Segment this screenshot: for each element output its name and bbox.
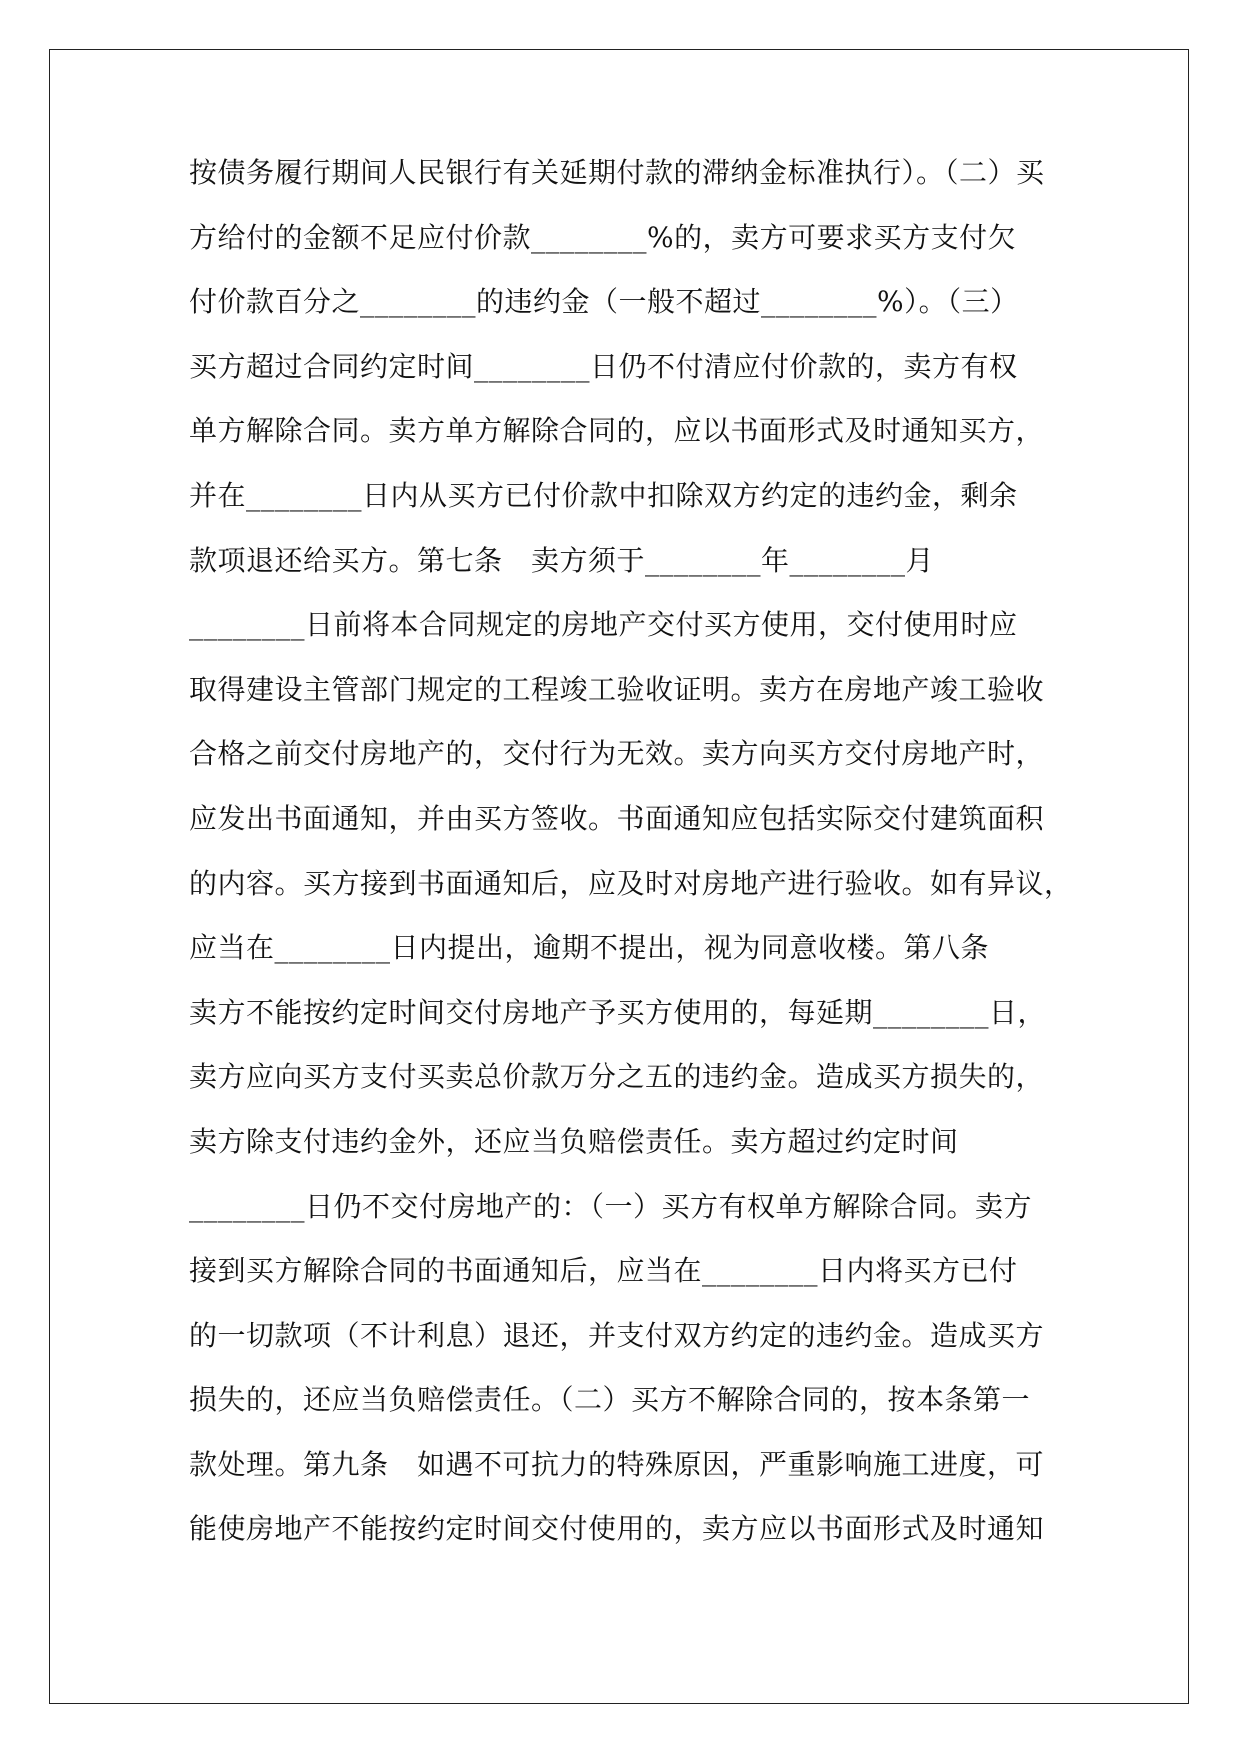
text-line: ________日仍不交付房地产的：（一）买方有权单方解除合同。卖方 — [189, 1189, 1033, 1223]
text-line: ________日前将本合同规定的房地产交付买方使用，交付使用时应 — [189, 608, 1018, 642]
text-line: 卖方除支付违约金外，还应当负赔偿责任。卖方超过约定时间 — [189, 1124, 959, 1158]
text-line: 接到买方解除合同的书面通知后，应当在________日内将买方已付 — [189, 1254, 1018, 1288]
text-line: 的一切款项（不计利息）退还，并支付双方约定的违约金。造成买方 — [189, 1318, 1045, 1352]
contract-body-text — [189, 155, 1073, 1576]
text-line: 合格之前交付房地产的，交付行为无效。卖方向买方交付房地产时， — [189, 737, 1045, 771]
text-line: 能使房地产不能按约定时间交付使用的，卖方应以书面形式及时通知 — [189, 1512, 1045, 1546]
text-line: 款项退还给买方。第七条 卖方须于________年________月 — [189, 543, 935, 577]
text-line: 买方超过合同约定时间________日仍不付清应付价款的，卖方有权 — [189, 349, 1018, 383]
text-line: 并在________日内从买方已付价款中扣除双方约定的违约金，剩余 — [189, 478, 1018, 512]
text-line: 的内容。买方接到书面通知后，应及时对房地产进行验收。如有异议， — [189, 866, 1073, 900]
text-line: 应当在________日内提出，逾期不提出，视为同意收楼。第八条 — [189, 931, 990, 965]
text-line: 方给付的金额不足应付价款________%的，卖方可要求买方支付欠 — [189, 220, 1017, 254]
text-line: 损失的，还应当负赔偿责任。（二）买方不解除合同的，按本条第一 — [189, 1383, 1031, 1417]
text-line: 卖方不能按约定时间交付房地产予买方使用的，每延期________日， — [189, 995, 1047, 1029]
text-line: 卖方应向买方支付买卖总价款万分之五的违约金。造成买方损失的， — [189, 1060, 1045, 1094]
text-line: 取得建设主管部门规定的工程竣工验收证明。卖方在房地产竣工验收 — [189, 672, 1045, 706]
text-line: 按债务履行期间人民银行有关延期付款的滞纳金标准执行）。（二）买 — [189, 156, 1045, 189]
text-line: 应发出书面通知，并由买方签收。书面通知应包括实际交付建筑面积 — [189, 801, 1045, 835]
text-line: 款处理。第九条 如遇不可抗力的特殊原因，严重影响施工进度，可 — [189, 1447, 1045, 1481]
text-line: 单方解除合同。卖方单方解除合同的，应以书面形式及时通知买方， — [189, 414, 1045, 448]
text-line: 付价款百分之________的违约金（一般不超过________%）。（三） — [189, 285, 1019, 319]
